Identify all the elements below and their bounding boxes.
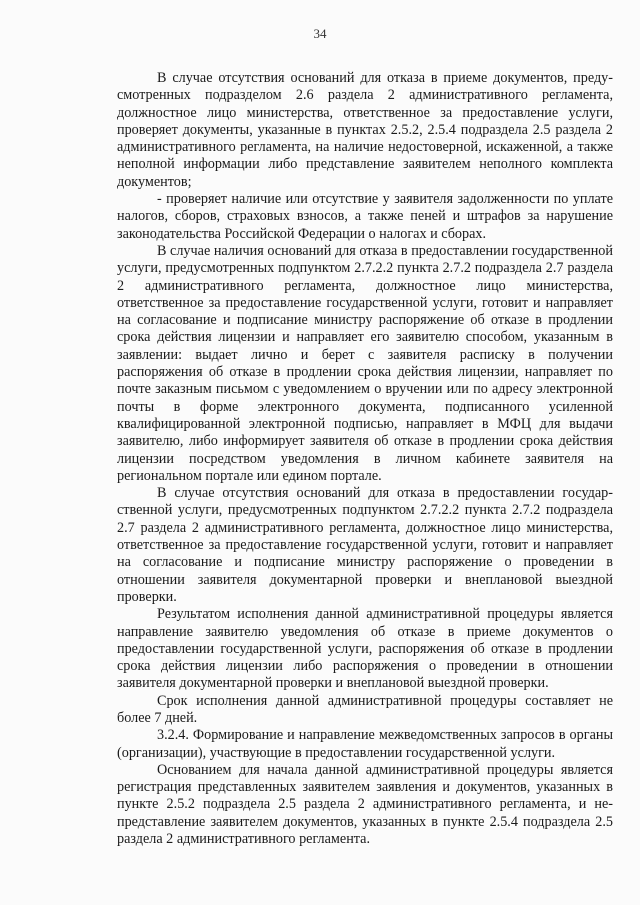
paragraph: В случае наличия оснований для отказа в предоставлении государственной услуги, предусмотренных подпунктом 2.7.2.2 пункта 2.7.2 подраздела 2.7 раздела 2 административного регламента, должностное лицо министерства, ответственное за предоставление государственной услуги, готовит и направляет на согласование и подписание министру распоряжение об отказе в продлении срока действия лицензии и направляет его заявителю способом, указанным в заявлении: выдает лично и берет с заявителя расписку в получении распоряжения об отказе в продлении срока действия лицензии, направляет по почте заказным письмом с уведомлением о вручении или по адресу электронной почты в форме электронного документа, подписанного усиленной квалифицированной электронной подписью, направляет в МФЦ для выдачи заявителю, либо информирует заявителя об отказе в продлении срока действия лицензии посредством уведомления в личном кабинете заявителя на региональном портале или едином портале. bbox=[117, 242, 613, 484]
page-number: 34 bbox=[313, 26, 327, 41]
paragraph: 3.2.4. Формирование и направление межведомственных запросов в органы (организации), участвующие в предоставлении государственной услуги. bbox=[117, 727, 613, 761]
paragraph: В случае отсутствия оснований для отказа в приеме документов, предусмотренных подразделом 2.6 раздела 2 административного регламента, должностное лицо министерства, ответственное за предоставление услуги, проверяет документы, указанные в пунктах 2.5.2, 2.5.4 подраздела 2.5 раздела 2 административного регламента, на наличие недостоверной, искаженной, а также неполной информации либо представление заявителем неполного комплекта документов; bbox=[117, 70, 613, 190]
paragraph: Срок исполнения данной административной процедуры составляет не более 7 дней. bbox=[117, 692, 613, 726]
paragraph: В случае отсутствия оснований для отказа в предоставлении государственной услуги, предусмотренных подпунктом 2.7.2.2 пункта 2.7.2 подраздела 2.7 раздела 2 административного регламента, должностное лицо министерства, ответственное за предоставление государственной услуги, готовит и направляет на согласование и подписание министру распоряжение о проведении в отношении заявителя документарной проверки и внеплановой выездной проверки. bbox=[117, 485, 613, 605]
document-body bbox=[117, 70, 613, 848]
paragraph: Результатом исполнения данной административной процедуры является направление заявителю уведомления об отказе в приеме документов о предоставлении государственной услуги, распоряжения об отказе в продлении срока действия лицензии либо распоряжения о проведении в отношении заявителя документарной проверки и внеплановой выездной проверки. bbox=[117, 606, 613, 692]
paragraph: Основанием для начала данной административной процедуры является регистрация представленных заявителем заявления и документов, указанных в пункте 2.5.2 подраздела 2.5 раздела 2 административного регламента, и непредставление заявителем документов, указанных в пункте 2.5.4 подраздела 2.5 раздела 2 административного регламента. bbox=[117, 761, 613, 848]
paragraph: - проверяет наличие или отсутствие у заявителя задолженности по уплате налогов, сборов, страховых взносов, а также пеней и штрафов за нарушение законодательства Российской Федерации о налогах и сборах. bbox=[117, 191, 613, 242]
